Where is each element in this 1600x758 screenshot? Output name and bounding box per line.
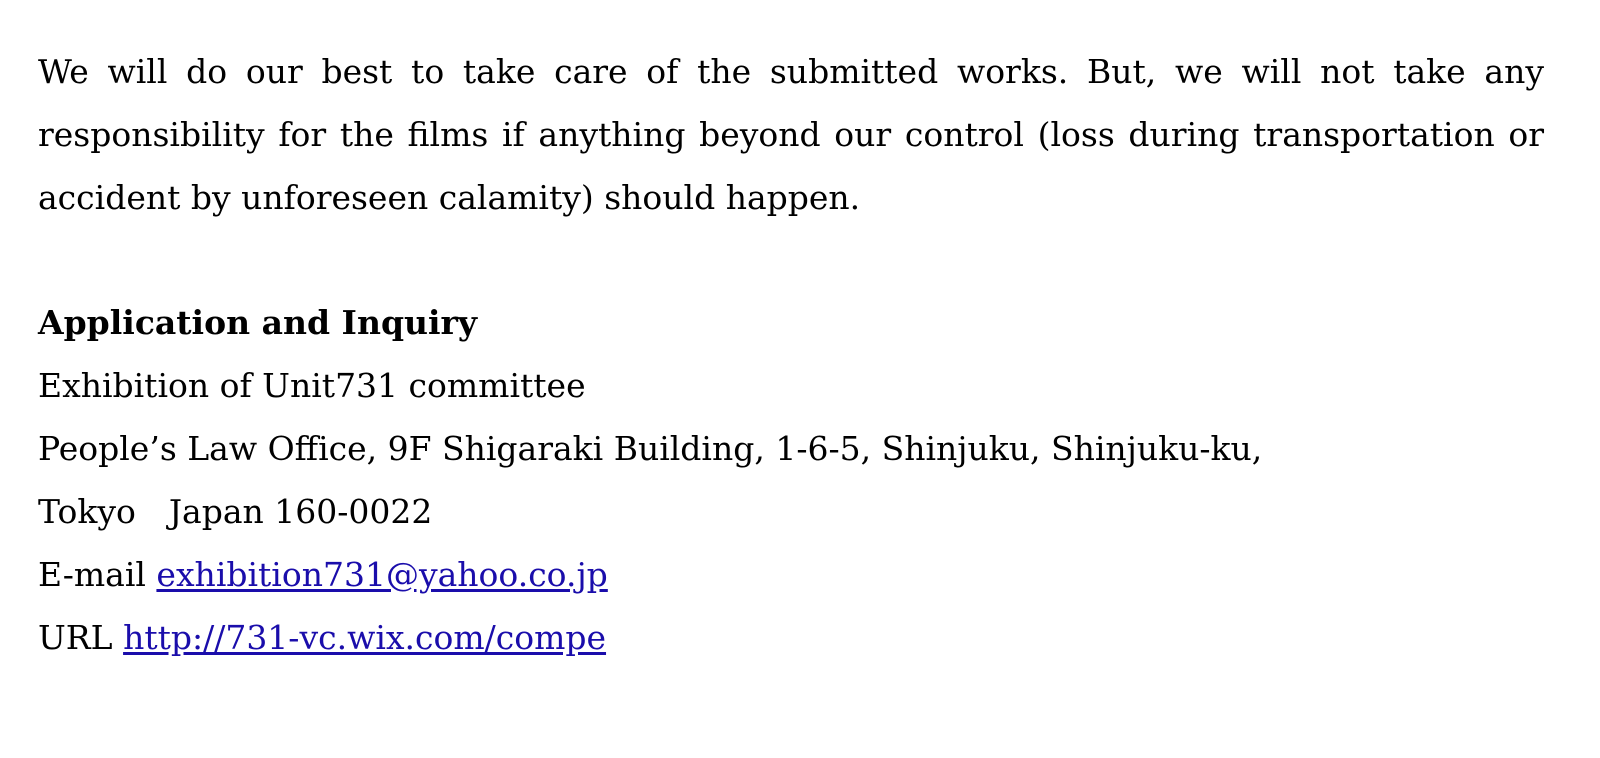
address-line-1: People’s Law Office, 9F Shigaraki Building, 1-6-5, Shinjuku, Shinjuku-ku, xyxy=(38,429,1263,468)
address-line-2: Tokyo Japan 160-0022 xyxy=(38,492,433,531)
paragraph-spacer xyxy=(38,229,1544,291)
url-label: URL xyxy=(38,618,124,657)
email-label: E-mail xyxy=(38,555,157,594)
url-link[interactable]: http://731-vc.wix.com/compe xyxy=(123,618,607,657)
contact-heading: Application and Inquiry xyxy=(38,303,478,342)
email-link[interactable]: exhibition731@yahoo.co.jp xyxy=(156,555,608,594)
liability-notice: We will do our best to take care of the submitted works. But, we will not take any responsibility for the films if anything beyond our control (loss during transportation or accident by unforeseen calamity) should happen. xyxy=(38,52,1544,217)
email-row xyxy=(38,543,1544,606)
organization-name: Exhibition of Unit731 committee xyxy=(38,366,586,405)
document-body xyxy=(38,40,1544,669)
url-row xyxy=(38,606,1544,669)
